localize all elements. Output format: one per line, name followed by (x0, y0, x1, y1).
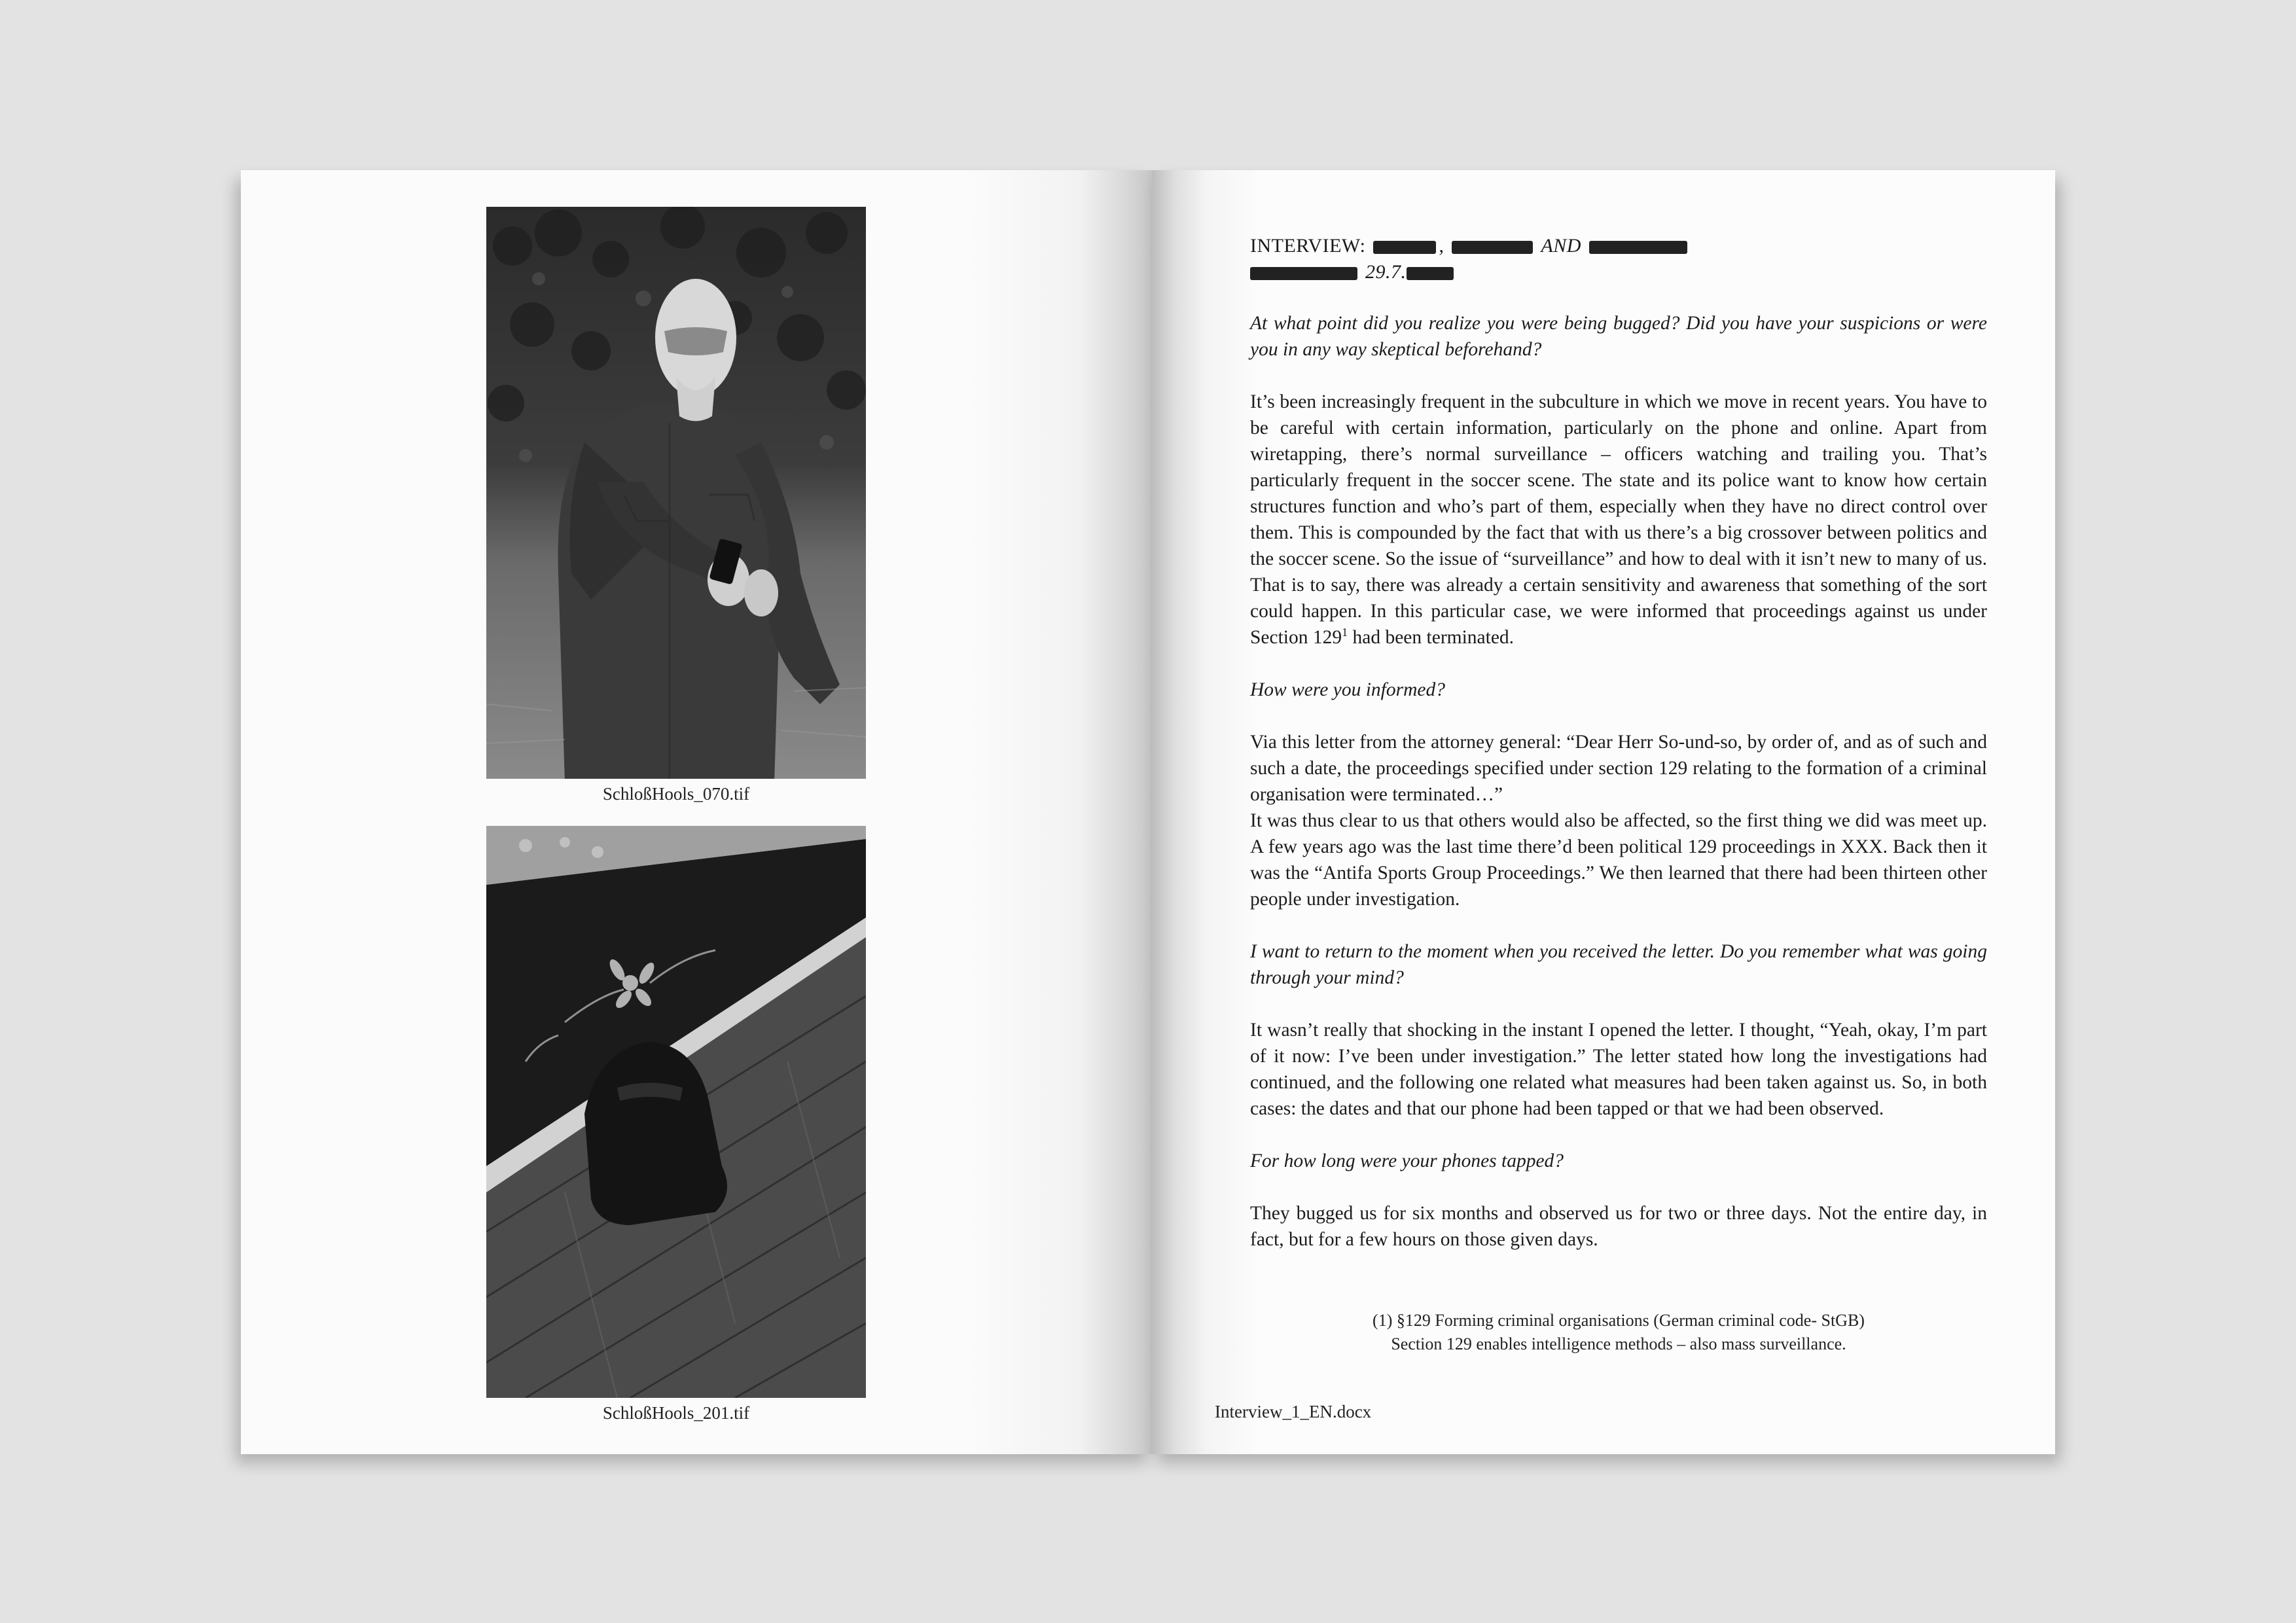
answer-4: They bugged us for six months and observed us for two or three days. Not the entire day, in fact, but for a few hours on those given days. (1250, 1203, 1987, 1250)
answer-2a: Via this letter from the attorney general: “Dear Herr So-und-so, by order of, and as of such and such a date, the proceedings specified under section 129 relating to the formation of a criminal organisation were terminated…” (1250, 732, 1987, 805)
photo-masked-man-with-phone (486, 207, 866, 779)
answer-1-text: It’s been increasingly frequent in the subculture in which we move in recent years. You have to be careful with certain information, particularly on the phone and online. Apart from wiretapping, there’s normal surveillance – officers watching and trailing you. That’s particularly frequent in the soccer scene. The state and its police want to know how certain structures function and who’s part of them, especially when they have no direct control over them. This is compounded by the fact that with us there’s a big crossover between politics and the soccer scene. So the issue of “surveillance” and how to deal with it isn’t new to many of us. That is to say, there was already a certain sensitivity and awareness that something of the sort could happen. In this particular case, we were informed that proceedings against us under Section 129 (1250, 391, 1987, 648)
title-separator: , (1439, 235, 1444, 257)
footnote-line-2: Section 129 enables intelligence methods – also mass surveillance. (1391, 1334, 1846, 1353)
answer-1 (1250, 389, 1987, 651)
title-line-2 (1250, 259, 1987, 285)
question-2: How were you informed? (1250, 679, 1445, 700)
photo1-caption: SchloßHools_070.tif (602, 784, 750, 804)
redacted-year (1407, 267, 1454, 280)
answer-2b: It was thus clear to us that others would also be affected, so the first thing we did was meet up. A few years ago was the last time there’d been political 129 proceedings in XXX. Back then it was the “Antifa Sports Group Proceedings.” We then learned that there had been thirteen other people under investigation. (1250, 810, 1987, 910)
footer-filename: Interview_1_EN.docx (1215, 1402, 1372, 1421)
footnote (1250, 1309, 1987, 1356)
title-line-1 (1250, 233, 1987, 259)
redacted-place (1250, 267, 1357, 280)
question-4: For how long were your phones tapped? (1250, 1150, 1564, 1171)
question-1: At what point did you realize you were being bugged? Did you have your suspicions or were you in any way skeptical beforehand? (1250, 313, 1987, 360)
redacted-name-3 (1589, 241, 1687, 254)
title-prefix: INTERVIEW: (1250, 235, 1366, 257)
redacted-name-1 (1373, 241, 1436, 254)
photo2-caption: SchloßHools_201.tif (602, 1403, 750, 1423)
title-and: AND (1541, 235, 1581, 257)
redacted-name-2 (1452, 241, 1533, 254)
title-date: 29.7. (1365, 261, 1407, 283)
left-page (241, 170, 1152, 1454)
interview-body (1250, 310, 1987, 1279)
right-page (1152, 170, 2055, 1454)
answer-1-end: had been terminated. (1348, 627, 1515, 648)
question-3: I want to return to the moment when you received the letter. Do you remember what was going through your mind? (1250, 941, 1987, 988)
photo-rug-and-balaclava (486, 826, 866, 1398)
interview-title (1250, 233, 1987, 285)
footnote-line-1: (1) §129 Forming criminal organisations (German criminal code- StGB) (1372, 1311, 1865, 1330)
answer-3: It wasn’t really that shocking in the instant I opened the letter. I thought, “Yeah, okay, I’m part of it now: I’ve been under investigation.” The letter stated how long the investigations had continued, and the following one related what measures had been taken against us. So, in both cases: the dates and that our phone had been tapped or that we had been observed. (1250, 1020, 1987, 1119)
footnote-mark: 1 (1342, 626, 1348, 639)
